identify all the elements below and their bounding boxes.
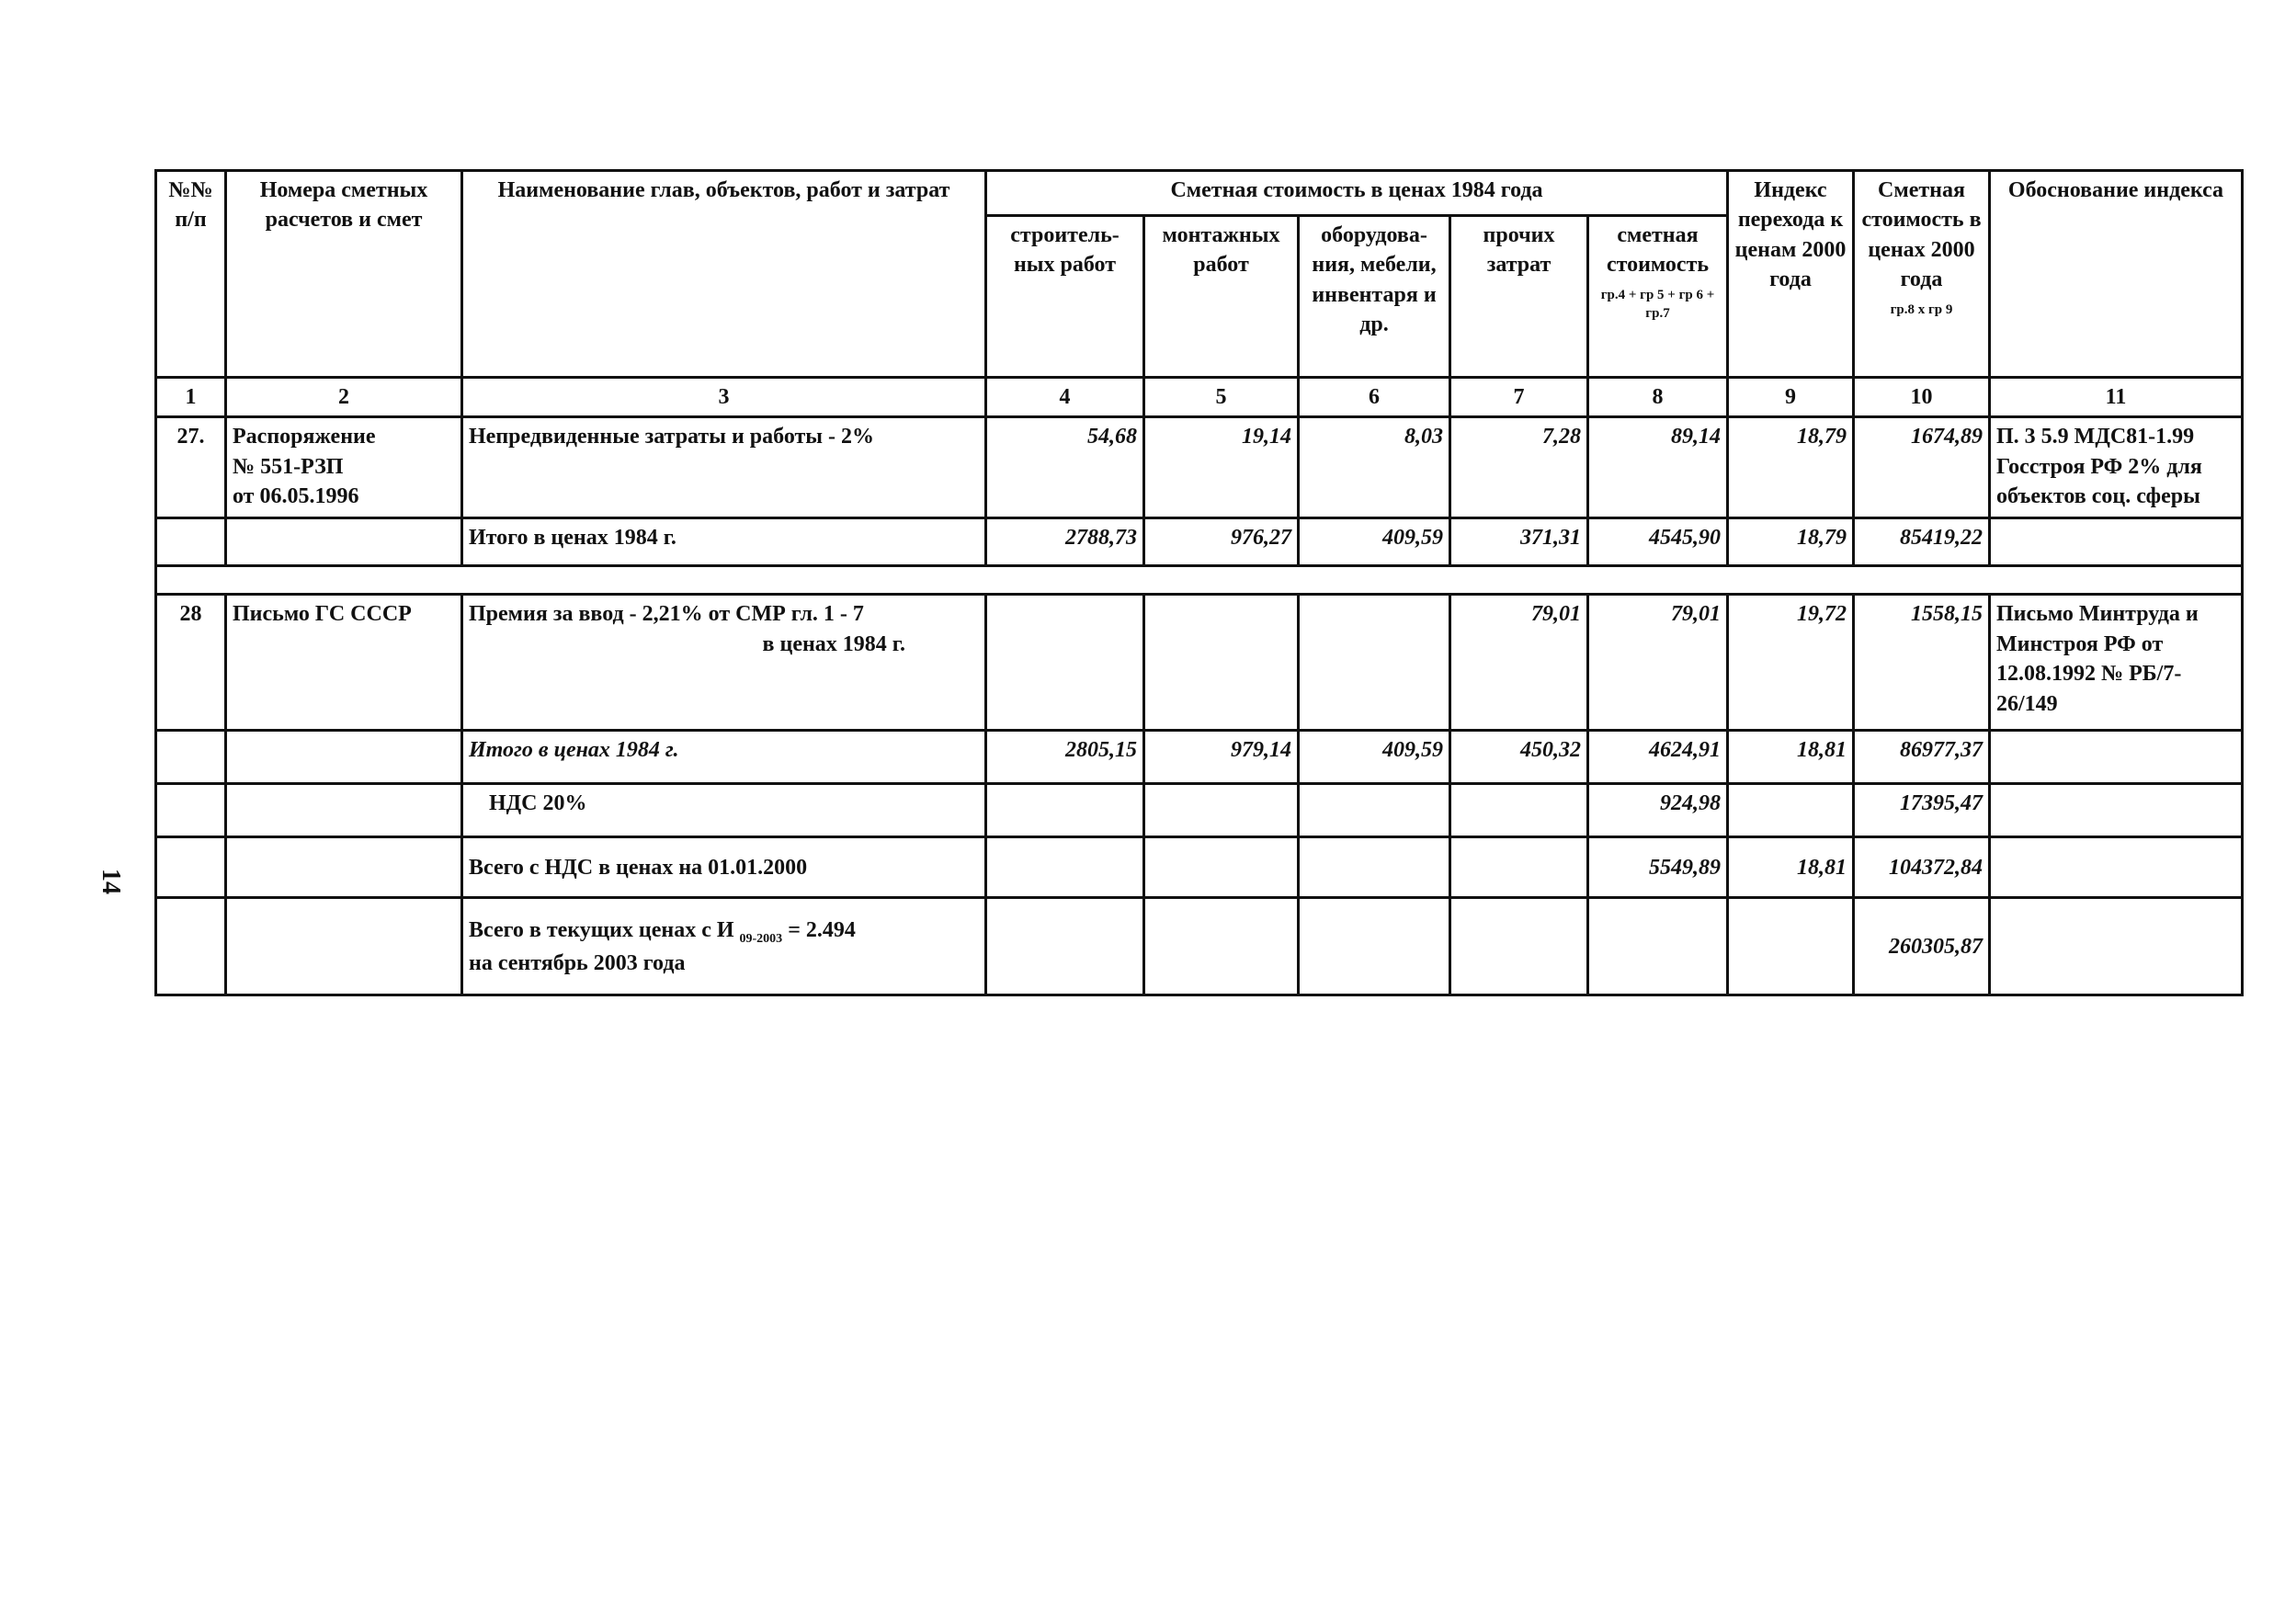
column-number: 2	[226, 378, 462, 417]
estimate-doc	[226, 417, 462, 518]
header-col-10-title: Сметная стоимость в ценах 2000 года	[1861, 178, 1982, 292]
header-col-7: прочих затрат	[1450, 216, 1588, 378]
conversion-index: 18,79	[1728, 417, 1854, 518]
other-cost: 371,31	[1450, 518, 1588, 566]
cost-2000: 104372,84	[1854, 837, 1990, 898]
column-number: 4	[986, 378, 1144, 417]
header-col-11: Обоснование индекса	[1990, 171, 2243, 378]
total-cost-1984: 79,01	[1588, 595, 1728, 731]
construction-cost: 2805,15	[986, 731, 1144, 784]
cost-2000: 85419,22	[1854, 518, 1990, 566]
index-period: 09-2003	[739, 931, 783, 946]
cost-2000: 86977,37	[1854, 731, 1990, 784]
estimate-doc: Письмо ГС СССР	[226, 595, 462, 731]
column-number: 1	[156, 378, 226, 417]
row-number: 27.	[156, 417, 226, 518]
table-row-28	[156, 595, 2243, 731]
page-number: 14	[97, 869, 125, 894]
cost-item-line: Премия за ввод - 2,21% от СМР гл. 1 - 7	[469, 602, 864, 627]
column-number: 5	[1144, 378, 1299, 417]
total-cost-1984: 924,98	[1588, 784, 1728, 837]
conversion-index: 18,81	[1728, 731, 1854, 784]
index-basis: П. 3 5.9 МДС81-1.99 Госстроя РФ 2% для объектов соц. сферы	[1990, 417, 2243, 518]
cost-item-line: в ценах 1984 г.	[762, 631, 905, 656]
total-cost-1984: 5549,89	[1588, 837, 1728, 898]
subtotal-row	[156, 518, 2243, 566]
installation-cost: 976,27	[1144, 518, 1299, 566]
header-col-10	[1854, 171, 1990, 378]
vat-row	[156, 784, 2243, 837]
estimate-doc-line: № 551-РЗП	[233, 454, 344, 479]
cost-current: 260305,87	[1854, 898, 1990, 995]
conversion-index: 19,72	[1728, 595, 1854, 731]
header-col-2: Номера сметных расчетов и смет	[226, 171, 462, 378]
current-prices-label	[462, 898, 986, 995]
spacer-row	[156, 566, 2243, 595]
header-group-1984: Сметная стоимость в ценах 1984 года	[986, 171, 1728, 216]
header-row-1	[156, 171, 2243, 216]
header-col-4: строитель-ных работ	[986, 216, 1144, 378]
equipment-cost: 409,59	[1299, 518, 1450, 566]
column-number: 10	[1854, 378, 1990, 417]
total-cost-1984: 4545,90	[1588, 518, 1728, 566]
table-row-27	[156, 417, 2243, 518]
installation-cost: 19,14	[1144, 417, 1299, 518]
construction-cost: 54,68	[986, 417, 1144, 518]
current-prices-line: Всего в текущих ценах с И $_{09-2003}$ = 2.494	[469, 917, 856, 946]
estimate-doc-line: от 06.05.1996	[233, 484, 359, 509]
cost-2000: 1674,89	[1854, 417, 1990, 518]
current-prices-row	[156, 898, 2243, 995]
column-number: 8	[1588, 378, 1728, 417]
subtotal-label: Итого в ценах 1984 г.	[462, 518, 986, 566]
column-number: 7	[1450, 378, 1588, 417]
column-number: 3	[462, 378, 986, 417]
conversion-index: 18,81	[1728, 837, 1854, 898]
cost-item-name: Непредвиденные затраты и работы - 2%	[462, 417, 986, 518]
header-col-10-formula: гр.8 х гр 9	[1890, 301, 1953, 317]
header-col-8-title: сметная стоимость	[1606, 223, 1710, 278]
conversion-index: 18,79	[1728, 518, 1854, 566]
column-number-row	[156, 378, 2243, 417]
other-cost: 450,32	[1450, 731, 1588, 784]
other-cost: 79,01	[1450, 595, 1588, 731]
header-col-1: №№ п/п	[156, 171, 226, 378]
row-number: 28	[156, 595, 226, 731]
equipment-cost: 409,59	[1299, 731, 1450, 784]
estimate-doc-line: Распоряжение	[233, 425, 376, 449]
header-col-5: монтажных работ	[1144, 216, 1299, 378]
column-number: 6	[1299, 378, 1450, 417]
header-col-8-formula: гр.4 + гр 5 + гр 6 + гр.7	[1600, 287, 1715, 322]
column-number: 9	[1728, 378, 1854, 417]
total-with-vat-row	[156, 837, 2243, 898]
total-cost-1984: 4624,91	[1588, 731, 1728, 784]
header-col-3: Наименование глав, объектов, работ и затрат	[462, 171, 986, 378]
column-number: 11	[1990, 378, 2243, 417]
construction-cost: 2788,73	[986, 518, 1144, 566]
header-col-9: Индекс перехода к ценам 2000 года	[1728, 171, 1854, 378]
estimate-table	[154, 169, 2244, 996]
subtotal-label: Итого в ценах 1984 г.	[462, 731, 986, 784]
vat-label: НДС 20%	[462, 784, 986, 837]
cost-2000: 1558,15	[1854, 595, 1990, 731]
cost-2000: 17395,47	[1854, 784, 1990, 837]
equipment-cost: 8,03	[1299, 417, 1450, 518]
header-col-8	[1588, 216, 1728, 378]
header-col-6: оборудова-ния, мебели, инвентаря и др.	[1299, 216, 1450, 378]
total-with-vat-label: Всего с НДС в ценах на 01.01.2000	[462, 837, 986, 898]
index-basis: Письмо Минтруда и Минстроя РФ от 12.08.1992 № РБ/7-26/149	[1990, 595, 2243, 731]
total-cost-1984: 89,14	[1588, 417, 1728, 518]
current-prices-line: на сентябрь 2003 года	[469, 950, 686, 975]
installation-cost: 979,14	[1144, 731, 1299, 784]
other-cost: 7,28	[1450, 417, 1588, 518]
cost-item-name	[462, 595, 986, 731]
subtotal-row	[156, 731, 2243, 784]
